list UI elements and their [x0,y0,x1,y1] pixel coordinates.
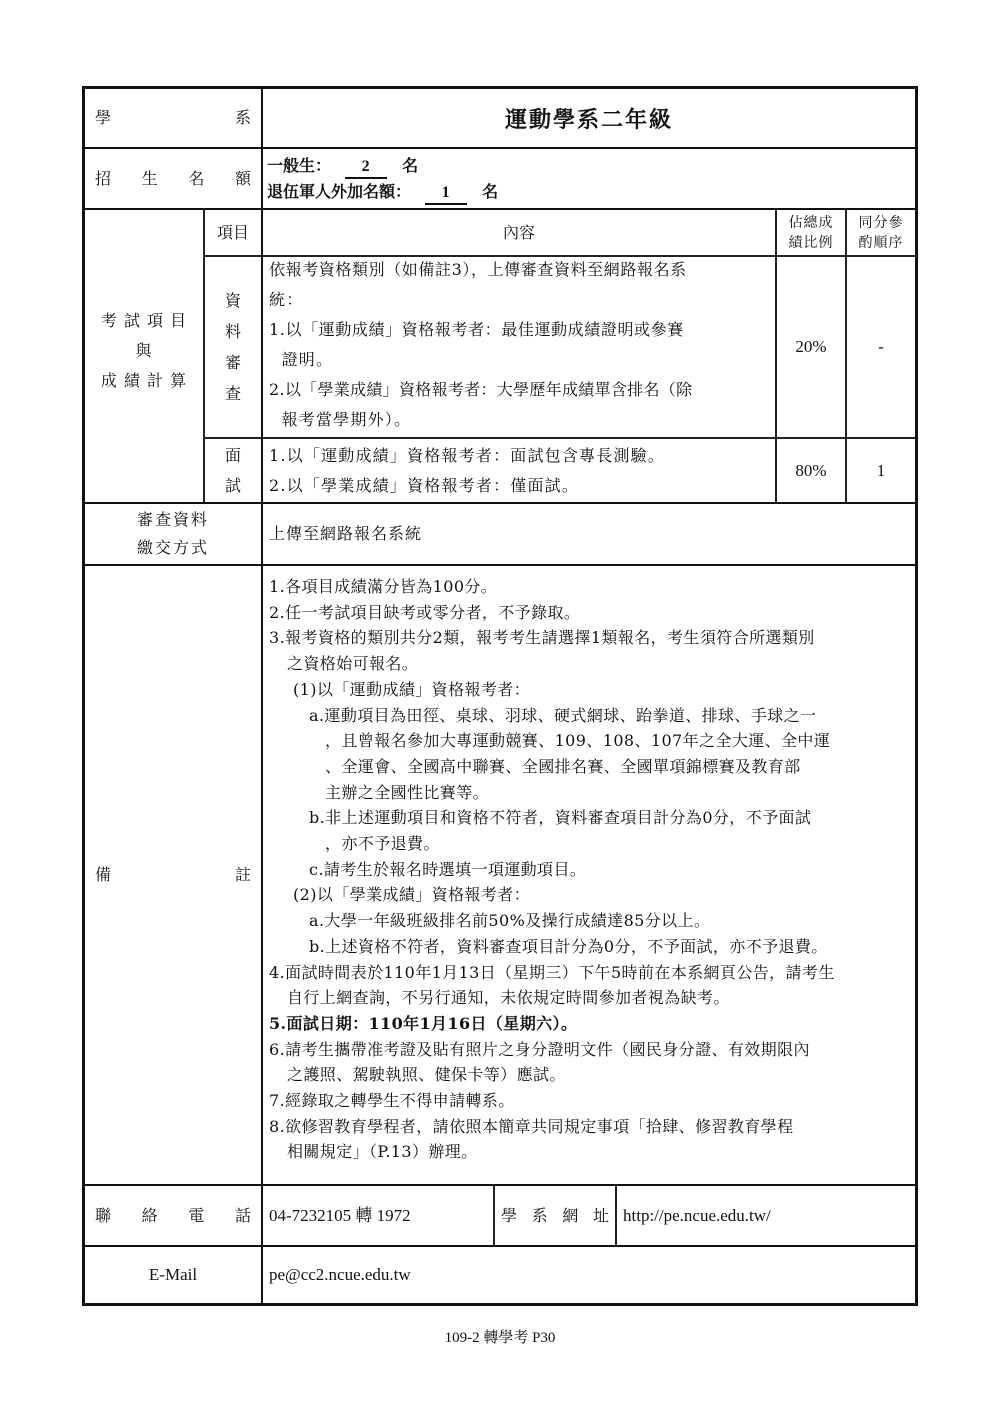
email-label [85,1247,261,1303]
header-item [205,210,261,255]
phone-value [269,1186,493,1245]
content-line: 依報考資格類別（如備註3），上傳審查資料至網路報名系 [269,260,687,279]
label-char: 備 [95,865,112,884]
item-char: 試 [224,475,241,495]
note-line: 4.面試時間表於110年1月13日（星期三）下午5時前在本系網頁公告，請考生 [269,962,835,982]
label-char: 網 [562,1205,579,1225]
item-char: 料 [224,322,241,341]
note-line: c.請考生於報名時選填一項運動項目。 [309,859,587,879]
label-char: 絡 [141,1205,158,1225]
content-line: 2.以「學業成績」資格報考者：大學歷年成績單含排名（除 [269,380,693,399]
phone-label [85,1186,261,1245]
veteran-quota-count: 1 [425,183,467,205]
label-char: 招 [95,168,112,188]
admission-table [82,86,918,1306]
note-line: ，且曾報名參加大專運動競賽、109、108、107年之全大運、全中運 [325,731,831,751]
label-char: 電 [188,1205,205,1225]
note-line: (1)以「運動成績」資格報考者： [293,679,531,699]
veteran-quota [267,179,907,205]
label-line: 繳交方式 [136,538,209,557]
email-label-text: E-Mail [148,1265,198,1284]
department-value-cell [263,89,915,147]
tie-value: 1 [876,460,886,480]
label-char: 註 [234,865,251,884]
general-quota-count: 2 [345,157,387,179]
label-char: 聯 [95,1205,112,1225]
header-content-text: 內容 [502,222,535,242]
note-line: 之護照、駕駛執照、健保卡等）應試。 [287,1065,566,1085]
item-char: 審 [224,353,241,372]
item-char: 面 [224,445,241,465]
note-line: b.上述資格不符者，資料審查項目計分為0分，不予面試，亦不予退費。 [309,936,828,956]
website-value[interactable] [623,1186,913,1245]
label-char: 系 [531,1205,548,1225]
note-line: 主辦之全國性比賽等。 [325,782,490,802]
label-char: 學 [501,1205,518,1225]
general-quota-unit: 名 [402,156,419,175]
label-char: 額 [234,168,251,188]
header-weight [777,210,845,255]
veteran-quota-unit: 名 [482,182,499,201]
tie-value: - [878,337,884,356]
note-line: 7.經錄取之轉學生不得申請轉系。 [269,1091,515,1110]
content-line: 統： [269,290,304,309]
veteran-quota-label: 退伍軍人外加名額： [267,182,412,201]
weight-value: 20% [795,337,827,356]
note-line: b.非上述運動項目和資格不符者，資料審查項目計分為0分，不予面試 [309,808,812,828]
general-quota [267,153,907,179]
label-char: 名 [188,168,205,188]
department-label [85,89,261,147]
column-divider [615,1184,617,1245]
note-line: 1.各項目成績滿分皆為100分。 [269,577,498,596]
submission-label [85,504,261,564]
content-line: 報考當學期外）。 [269,410,412,429]
note-line: 8.欲修習教育學程者，請依照本簡章共同規定事項「拾肆、修習教育學程 [269,1116,794,1136]
label-char: 生 [141,168,158,188]
header-item-text: 項目 [216,222,249,242]
weight-interview [777,439,845,502]
note-line: 2.任一考試項目缺考或零分者，不予錄取。 [269,602,581,622]
phone-number: 04-7232105 轉 1972 [269,1205,411,1225]
notes-label [85,566,261,1184]
content-line: 1.以「運動成績」資格報考者：最佳運動成績證明或參賽 [269,320,684,339]
email-value[interactable] [269,1247,909,1303]
submission-text: 上傳至網路報名系統 [269,524,423,543]
tie-interview [847,439,915,502]
header-weight-line: 佔總成 [788,214,834,231]
website-label [495,1186,615,1245]
label-line: 審查資料 [136,510,209,529]
label-line: 考 試 項 目 [100,311,188,330]
note-line: 相關規定」（P.13）辦理。 [287,1142,478,1162]
note-line: 、全運會、全國高中聯賽、全國排名賽、全國單項錦標賽及教育部 [325,756,801,776]
note-line: 自行上網查詢，不另行通知，未依規定時間參加者視為缺考。 [287,988,730,1008]
quota-label [85,149,261,208]
item-interview [205,439,261,502]
exam-section-label [85,210,203,502]
page-footer [0,1326,1000,1347]
label-line: 成 績 計 算 [100,371,188,390]
weight-value: 80% [795,460,827,480]
note-line: 之資格始可報名。 [287,654,419,674]
weight-document-review [777,257,845,437]
content-interview [263,439,775,502]
header-tie-order [847,210,915,255]
tie-document-review [847,257,915,437]
general-quota-label: 一般生： [267,156,332,175]
item-char: 資 [224,291,241,310]
content-line: 2.以「學業成績」資格報考者：僅面試。 [269,476,580,495]
quota-value-cell [267,149,907,208]
note-line: ，亦不予退費。 [325,834,440,853]
header-content [263,210,775,255]
label-char: 話 [234,1205,251,1225]
note-line: 3.報考資格的類別共分2類，報考考生請選擇1類報名，考生須符合所選類別 [269,628,815,648]
note-line: a.大學一年級班級排名前50%及操行成績達85分以上。 [309,911,711,931]
note-line: a.運動項目為田徑、桌球、羽球、硬式網球、跆拳道、排球、手球之一 [309,705,817,725]
page-number: 109-2 轉學考 P30 [444,1330,556,1346]
department-name: 運動學系二年級 [504,106,673,133]
note-line: 5.面試日期：110年1月16日（星期六）。 [269,1013,578,1033]
notes-content [263,566,915,1184]
content-document-review [263,257,775,437]
item-char: 查 [224,384,241,403]
submission-value [269,504,909,564]
label-char: 學 [95,108,112,127]
content-line: 證明。 [269,350,334,369]
item-document-review [205,257,261,437]
header-weight-line: 績比例 [788,234,834,251]
note-line: (2)以「學業成績」資格報考者： [293,885,531,905]
label-char: 系 [234,108,251,127]
website-link[interactable]: http://pe.ncue.edu.tw/ [623,1205,771,1225]
header-tie-line: 同分參 [858,214,904,231]
content-line: 1.以「運動成績」資格報考者：面試包含專長測驗。 [269,446,666,465]
label-char: 址 [592,1205,609,1225]
header-tie-line: 酌順序 [858,234,904,251]
email-link[interactable]: pe@cc2.ncue.edu.tw [269,1265,411,1284]
note-line: 6.請考生攜帶准考證及貼有照片之身分證明文件（國民身分證、有效期限內 [269,1039,810,1059]
label-line: 與 [135,341,153,360]
